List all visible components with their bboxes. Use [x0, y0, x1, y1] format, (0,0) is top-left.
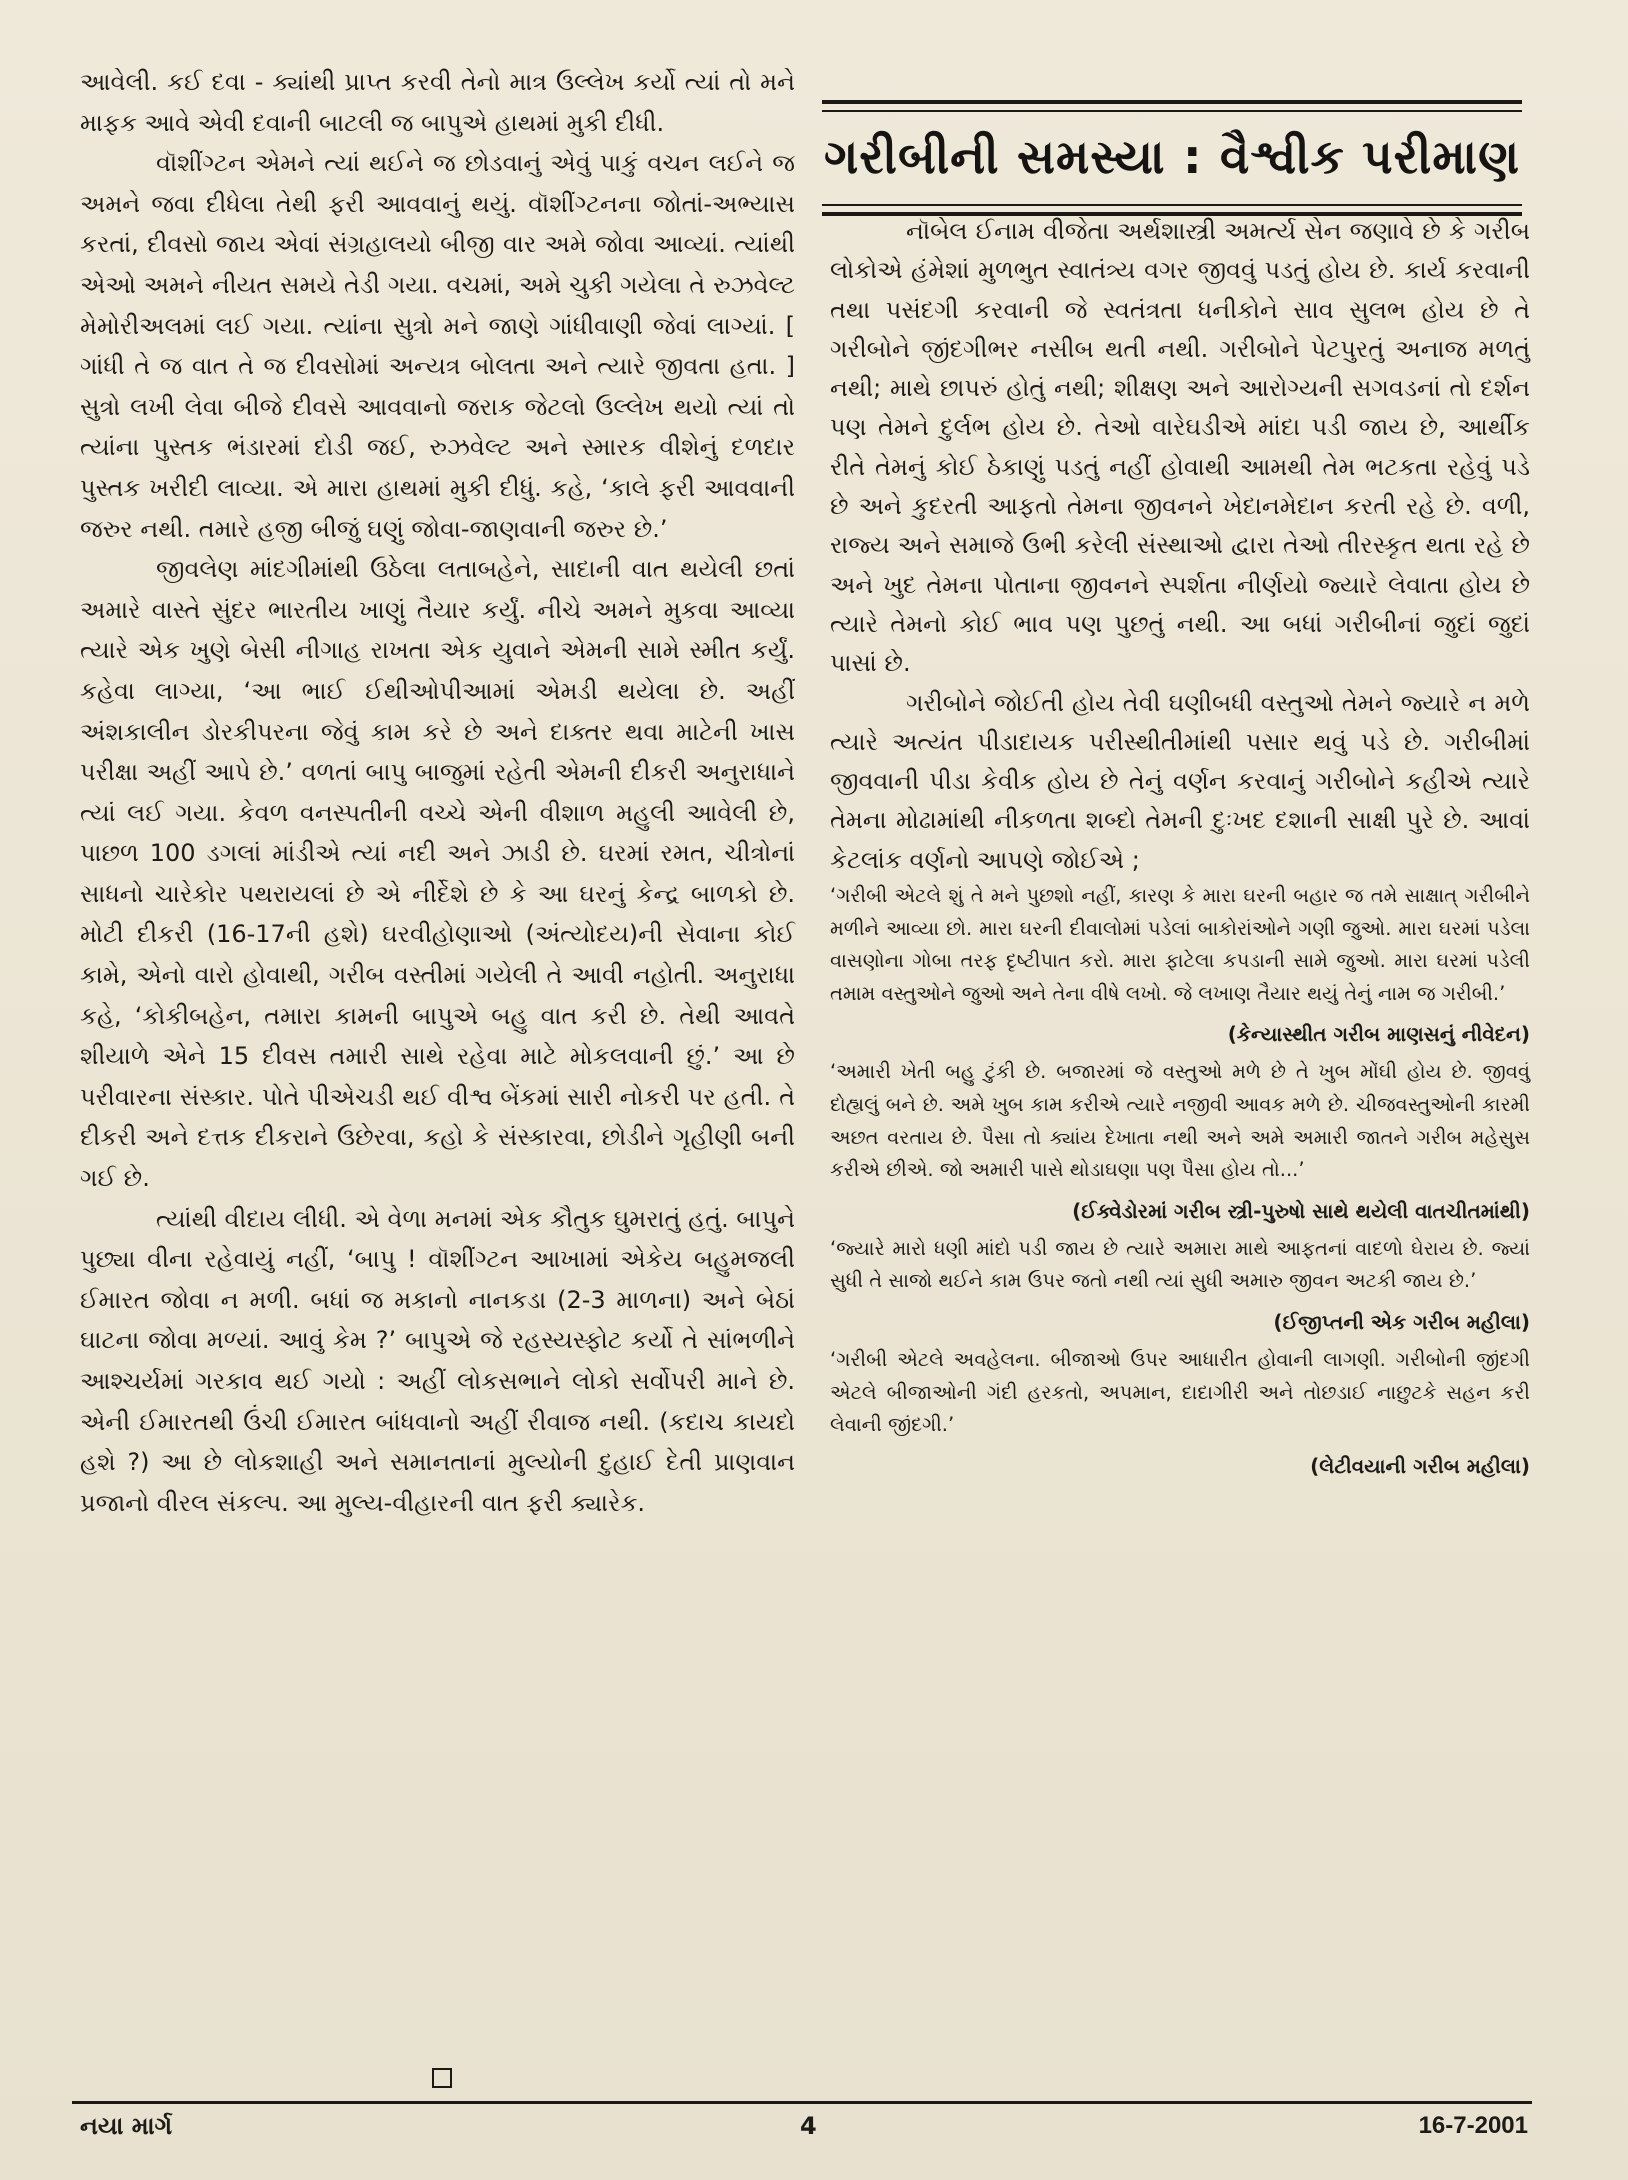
- footer-date: 16-7-2001: [1418, 2112, 1528, 2139]
- article-paragraph-2: ગરીબોને જોઈતી હોય તેવી ઘણીબધી વસ્તુઓ તેમને જ્યારે ન મળે ત્યારે અત્યંત પીડાદાયક પરીસ્થીતીમાંથી પસાર થવું પડે છે. ગરીબીમાં જીવવાની પીડા કેવીક હોય છે તેનું વર્ણન કરવાનું ગરીબોને કહીએ ત્યારે તેમના મોઢામાંથી નીકળતા શબ્દો તેમની દુઃખદ દશાની સાક્ષી પુરે છે. આવાં કેટલાંક વર્ણનો આપણે જોઈએ ;: [830, 688, 1530, 874]
- left-paragraph-4: ત્યાંથી વીદાય લીધી. એ વેળા મનમાં એક કૌતુક ઘુમરાતું હતું. બાપુને પુછ્યા વીના રહેવાયું નહીં, ‘બાપુ ! વૉશીંગ્ટન આખામાં એકેય બહુમજલી ઈમારત જોવા ન મળી. બધાં જ મકાનો નાનકડા (2-3 માળના) અને બેઠાં ઘાટના જોવા મળ્યાં. આવું કેમ ?’ બાપુએ જે રહસ્યસ્ફોટ કર્યો તે સાંભળીને આશ્ચર્યમાં ગરકાવ થઈ ગયો : અહીં લોકસભાને લોકો સર્વોપરી માને છે. એની ઈમારતથી ઉંચી ઈમારત બાંધવાનો અહીં રીવાજ નથી. (કદાચ કાયદો હશે ?) આ છે લોકશાહી અને સમાનતાનાં મુલ્યોની દુહાઈ દેતી પ્રાણવાન પ્રજાનો વીરલ સંકલ્પ. આ મુલ્ય-વીહારની વાત ફરી ક્યારેક.: [80, 1204, 795, 1517]
- footer-rule: [72, 2101, 1532, 2104]
- left-paragraph-1: આવેલી. કઈ દવા - ક્યાંથી પ્રાપ્ત કરવી તેનો માત્ર ઉલ્લેખ કર્યો ત્યાં તો મને માફક આવે એવી દવાની બાટલી જ બાપુએ હાથમાં મુકી દીધી.: [80, 68, 795, 137]
- left-column: [80, 62, 795, 1523]
- quote-latvia: ‘ગરીબી એટલે અવહેલના. બીજાઓ ઉપર આધારીત હોવાની લાગણી. ગરીબોની જીંદગી એટલે બીજાઓની ગંદી હરકતો, અપમાન, દાદાગીરી અને તોછડાઈ નાછુટકે સહન કરી લેવાની જીંદગી.’: [830, 1347, 1530, 1437]
- left-paragraph-3: જીવલેણ માંદગીમાંથી ઉઠેલા લતાબહેને, સાદાની વાત થયેલી છતાં અમારે વાસ્તે સુંદર ભારતીય ખાણું તૈયાર કર્યું. નીચે અમને મુકવા આવ્યા ત્યારે એક ખુણે બેસી નીગાહ રાખતા એક યુવાને એમની સામે સ્મીત કર્યું. કહેવા લાગ્યા, ‘આ ભાઈ ઈથીઓપીઆમાં એમડી થયેલા છે. અહીં અંશકાલીન ડોરકીપરના જેવું કામ કરે છે અને દાક્તર થવા માટેની ખાસ પરીક્ષા અહીં આપે છે.’ વળતાં બાપુ બાજુમાં રહેતી એમની દીકરી અનુરાધાને ત્યાં લઈ ગયા. કેવળ વનસ્પતીની વચ્ચે એની વીશાળ મહુલી આવેલી છે, પાછળ 100 ડગલાં માંડીએ ત્યાં નદી અને ઝાડી છે. ઘરમાં રમત, ચીત્રોનાં સાધનો ચારેકોર પથરાયલાં છે એ નીર્દેશે છે કે આ ઘરનું કેન્દ્ર બાળકો છે. મોટી દીકરી (16-17ની હશે) ઘરવીહોણાઓ (અંત્યોદય)ની સેવાના કોઈ કામે, એનો વારો હોવાથી, ગરીબ વસ્તીમાં ગયેલી તે આવી નહોતી. અનુરાધા કહે, ‘કોકીબહેન, તમારા કામની બાપુએ બહુ વાત કરી છે. તેથી આવતે શીયાળે એને 15 દીવસ તમારી સાથે રહેવા માટે મોકલવાની છું.’ આ છે પરીવારના સંસ્કાર. પોતે પીએચડી થઈ વીશ્વ બેંકમાં સારી નોકરી પર હતી. તે દીકરી અને દત્તક દીકરાને ઉછેરવા, કહો કે સંસ્કારવા, છોડીને ગૃહીણી બની ગઈ છે.: [80, 555, 795, 1193]
- quote-ecuador: ‘અમારી ખેતી બહુ ટુંકી છે. બજારમાં જે વસ્તુઓ મળે છે તે ખુબ મોંઘી હોય છે. જીવવું દોહ્યલું બને છે. અમે ખુબ કામ કરીએ ત્યારે નજીવી આવક મળે છે. ચીજવસ્તુઓની કારમી અછત વરતાય છે. પૈસા તો ક્યાંય દેખાતા નથી અને અમે અમારી જાતને ગરીબ મહેસુસ કરીએ છીએ. જો અમારી પાસે થોડાઘણા પણ પૈસા હોય તો...’: [830, 1060, 1530, 1182]
- left-paragraph-2: વૉશીંગ્ટન એમને ત્યાં થઈને જ છોડવાનું એવું પાકું વચન લઈને જ અમને જવા દીધેલા તેથી ફરી આવવાનું થયું. વૉશીંગ્ટનના જોતાં-અભ્યાસ કરતાં, દીવસો જાય એવાં સંગ્રહાલયો બીજી વાર અમે જોવા આવ્યાં. ત્યાંથી એઓ અમને નીયત સમયે તેડી ગયા. વચમાં, અમે ચુકી ગયેલા તે રુઝવેલ્ટ મેમોરીઅલમાં લઈ ગયા. ત્યાંના સુત્રો મને જાણે ગાંધીવાણી જેવાં લાગ્યાં. [ ગાંધી તે જ વાત તે જ દીવસોમાં અન્યત્ર બોલતા અને ત્યારે જીવતા હતા. ] સુત્રો લખી લેવા બીજે દીવસે આવવાનો જરાક જેટલો ઉલ્લેખ થયો ત્યાં તો ત્યાંના પુસ્તક ભંડારમાં દોડી જઈ, રુઝવેલ્ટ અને સ્મારક વીશેનું દળદાર પુસ્તક ખરીદી લાવ્યા. એ મારા હાથમાં મુકી દીધું. કહે, ‘કાલે ફરી આવવાની જરુર નથી. તમારે હજી બીજું ઘણું જોવા-જાણવાની જરુર છે.’: [80, 149, 795, 543]
- attribution-kenya: (કેન્યાસ્થીત ગરીબ માણસનું નીવેદન): [1227, 1022, 1530, 1047]
- footer-page-number: 4: [800, 2112, 817, 2140]
- attribution-latvia: (લેટીવયાની ગરીબ મહીલા): [1310, 1453, 1530, 1478]
- footer-publication: નયા માર્ગ: [80, 2112, 173, 2140]
- article-title-box: [822, 100, 1522, 216]
- quote-kenya: ‘ગરીબી એટલે શું તે મને પુછશો નહીં, કારણ કે મારા ઘરની બહાર જ તમે સાક્ષાત્ ગરીબીને મળીને આવ્યા છો. મારા ઘરની દીવાલોમાં પડેલાં બાકોરાંઓને ગણી જુઓ. મારા ઘરમાં પડેલા વાસણોના ગોબા તરફ દૃષ્ટીપાત કરો. મારા ફાટેલા કપડાની સામે જુઓ. મારા ઘરમાં પડેલી તમામ વસ્તુઓને જુઓ અને તેના વીષે લખો. જે લખાણ તૈયાર થયું તેનું નામ જ ગરીબી.’: [830, 884, 1530, 1005]
- article-end-mark: [432, 2068, 452, 2088]
- attribution-egypt: (ઈજીપ્તની એક ગરીબ મહીલા): [1273, 1309, 1530, 1334]
- attribution-ecuador: (ઈક્વેડોરમાં ગરીબ સ્ત્રી-પુરુષો સાથે થયેલી વાતચીતમાંથી): [1072, 1198, 1530, 1223]
- title-inner-rule-bottom: [822, 204, 1522, 206]
- article-title: ગરીબીની સમસ્યા : વૈશ્વીક પરીમાણ: [823, 130, 1521, 185]
- quote-egypt: ‘જ્યારે મારો ધણી માંદો પડી જાય છે ત્યારે અમારા માથે આફતનાં વાદળો ઘેરાય છે. જ્યાં સુધી તે સાજો થઈને કામ ઉપર જતો નથી ત્યાં સુધી અમારુ જીવન અટકી જાય છે.’: [830, 1236, 1530, 1293]
- right-column: [830, 212, 1530, 1488]
- article-paragraph-1: નૉબેલ ઈનામ વીજેતા અર્થશાસ્ત્રી અમર્ત્ય સેન જણાવે છે કે ગરીબ લોકોએ હંમેશાં મુળભુત સ્વાતંત્ર્ય વગર જીવવું પડતું હોય છે. કાર્ય કરવાની તથા પસંદગી કરવાની જે સ્વતંત્રતા ધનીકોને સાવ સુલભ હોય છે તે ગરીબોને જીંદગીભર નસીબ થતી નથી. ગરીબોને પેટપુરતું અનાજ મળતું નથી; માથે છાપરું હોતું નથી; શીક્ષણ અને આરોગ્યની સગવડનાં તો દર્શન પણ તેમને દુર્લભ હોય છે. તેઓ વારેઘડીએ માંદા પડી જાય છે, આર્થીક રીતે તેમનું કોઈ ઠેકાણું પડતું નહીં હોવાથી આમથી તેમ ભટકતા રહેવું પડે છે અને કુદરતી આફતો તેમના જીવનને ખેદાનમેદાન કરતી રહે છે. વળી, રાજ્ય અને સમાજે ઉભી કરેલી સંસ્થાઓ દ્વારા તેઓ તીરસ્કૃત થતા રહે છે અને ખુદ તેમના પોતાના જીવનને સ્પર્શતા નીર્ણયો જ્યારે લેવાતા હોય છે ત્યારે તેમનો કોઈ ભાવ પણ પુછતું નથી. આ બધાં ગરીબીનાં જુદાં જુદાં પાસાં છે.: [830, 217, 1530, 678]
- title-inner-rule-top: [822, 110, 1522, 112]
